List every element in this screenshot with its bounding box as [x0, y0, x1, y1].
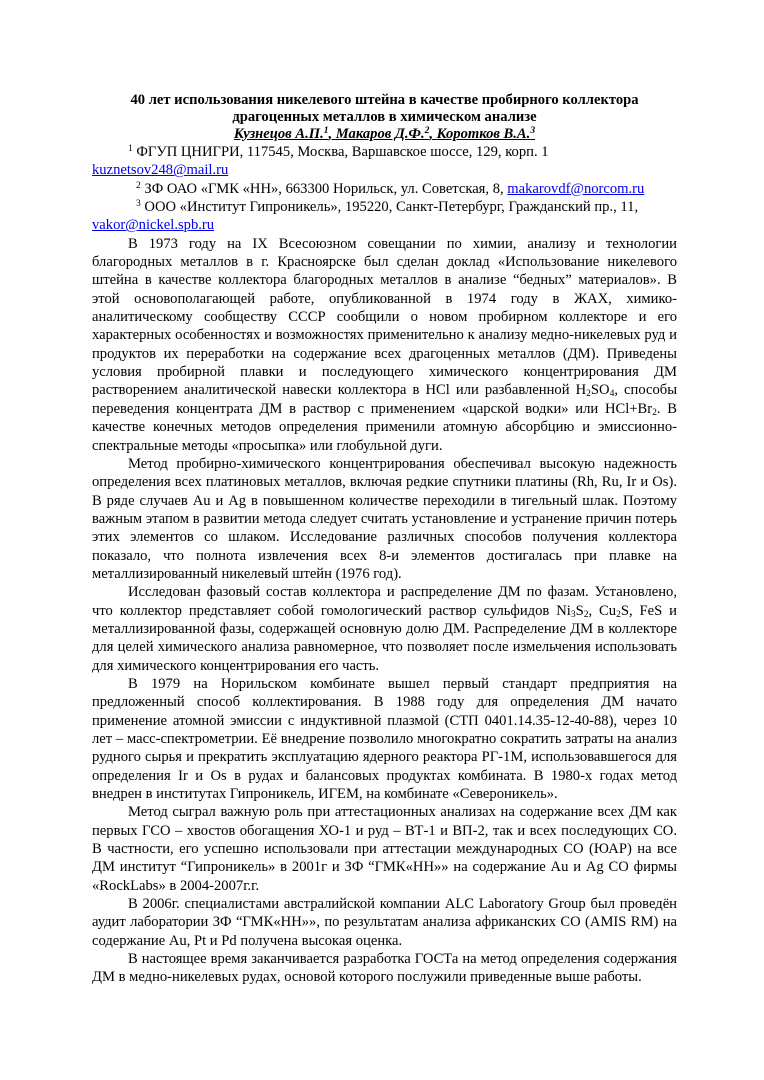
paragraph-1-sub-3: 2	[652, 407, 657, 418]
author-1: Кузнецов А.П.	[233, 126, 324, 142]
paper-title	[92, 92, 677, 126]
document-page	[92, 92, 677, 987]
affiliation-3-number: 3	[136, 199, 141, 210]
author-2-affiliation-mark: 2	[424, 126, 430, 136]
affiliation-1	[92, 143, 677, 180]
author-2: Макаров Д.Ф.	[335, 126, 425, 142]
author-3-affiliation-mark: 3	[530, 126, 536, 136]
paragraph-3-part-b: S	[575, 602, 584, 619]
paragraph-1	[92, 235, 677, 455]
affiliation-2	[92, 180, 677, 198]
paragraph-1-part-a: В 1973 году на IX Всесоюзном совещании по химии, анализу и технологии благородных металлов в г. Красноярске был сделан доклад «Использование никелевого штейна в качестве коллектора благородных металлов в анализе “бедных” материалов». В этой основополагающей работе, опубликованной в 1974 году в ЖАХ, химико-аналитическому сообществу СССР сообщили о новом пробирном коллекторе и его характерных особенностях и возможностях применительно к анализу медно-никелевых руд и продуктов их переработки на содержание всех драгоценных металлов (ДМ). Приведены условия пробирной плавки и последующего химического концентрирования ДМ растворением аналитической навески коллектора в HCl или разбавленной H	[92, 235, 677, 399]
paragraph-1-sub-2: 4	[609, 389, 615, 400]
author-3: Коротков В.А.	[436, 126, 531, 142]
affiliation-1-email-link[interactable]: kuznetsov248@mail.ru	[92, 162, 229, 179]
paragraph-3	[92, 583, 677, 675]
paragraph-1-sub-1: 2	[586, 389, 591, 400]
paragraph-1-part-d: . В качестве конечных методов определения применили атомную абсорбцию и эмиссионно-спектральные методы «просыпка» или глобульной дуги.	[92, 400, 677, 454]
paragraph-6: В 2006г. специалистами австралийской компании ALC Laboratory Group был проведён аудит лаборатории ЗФ “ГМК«НН»», по результатам анализа африканских СО (AMIS RM) на содержание Au, Pt и Pd получена высокая оценка.	[92, 896, 677, 949]
paragraph-3-sub-2: 2	[583, 609, 589, 620]
author-list: Кузнецов А.П.$^1$, Макаров Д.Ф.$^2$, Коротков В.А.$^3$	[233, 126, 536, 142]
affiliation-1-number: 1	[128, 144, 133, 154]
title-line-2: драгоценных металлов в химическом анализе	[232, 109, 537, 125]
affiliation-2-email-link[interactable]: makarovdf@norcom.ru	[507, 180, 645, 197]
title-line-1: 40 лет использования никелевого штейна в качестве пробирного коллектора	[130, 92, 639, 108]
paragraph-3-part-c: , Cu	[588, 602, 617, 619]
paragraph-4: В 1979 на Норильском комбинате вышел первый стандарт предприятия на предложенный способ коллектирования. В 1988 году для определения ДМ начато применение атомной эмиссии с индуктивной плазмой (СТП 0401.14.35-12-40-88), через 10 лет – масс-спектрометрии. Её внедрение позволило многократно сократить затраты на анализ рудного сырья и прекратить эксплуатацию ядерного реактора РГ-1М, использовавшегося для определения Ir и Os в рудах и балансовых продуктах комбината. В 1980-х годах метод внедрен в институтах Гипроникель, ИГЕМ, на комбинате «Североникель».	[92, 675, 677, 803]
paragraph-1-part-b: SO	[590, 382, 610, 399]
affiliation-3-email-link[interactable]: vakor@nickel.spb.ru	[92, 217, 215, 234]
affiliation-3-text: ООО «Институт Гипроникель», 195220, Санкт-Петербург, Гражданский пр., 11,	[144, 199, 639, 216]
paragraph-3-sub-1: 3	[570, 609, 576, 620]
author-1-affiliation-mark: 1	[323, 126, 329, 136]
affiliation-1-text: ФГУП ЦНИГРИ, 117545, Москва, Варшавское шоссе, 129, корп. 1	[136, 144, 549, 160]
paragraph-1-part-c: , способы переведения концентрата ДМ в раствор с применением «царской водки» или HCl+Br	[92, 382, 678, 417]
paragraph-3-part-a: Исследован фазовый состав коллектора и распределение ДМ по фазам. Установлено, что коллектор представляет собой гомологический раствор сульфидов Ni	[92, 584, 677, 619]
paragraph-3-part-d: S, FeS и металлизированной фазы, содержащей основную долю ДМ. Распределение ДМ в коллекторе для целей химического анализа равномерное, что позволяет после измельчения использовать для химического концентрирования его часть.	[92, 602, 677, 674]
affiliation-3	[92, 198, 677, 235]
affiliation-2-number: 2	[136, 180, 141, 191]
paragraph-2: Метод пробирно-химического концентрирования обеспечивал высокую надежность определения всех платиновых металлов, включая редкие спутники платины (Rh, Ru, Ir и Os). В ряде случаев Au и Ag в повышенном количестве переходили в тигельный шлак. Поэтому важным этапом в развитии метода следует считать установление и устранение причин потерь этих элементов со шлаком. Исследование различных способов получения коллектора показало, что полнота извлечения всех 8-и элементов достигалась при плавке на металлизированный никелевый штейн (1976 год).	[92, 455, 677, 582]
paragraph-7: В настоящее время заканчивается разработка ГОСТа на метод определения содержания ДМ в медно-никелевых рудах, основой которого послужили приведенные выше работы.	[92, 951, 677, 986]
paragraph-3-sub-3: 2	[616, 609, 621, 620]
paragraph-5: Метод сыграл важную роль при аттестационных анализах на содержание всех ДМ как первых ГСО – хвостов обогащения ХО-1 и руд – ВТ-1 и ВП-2, так и всех последующих СО. В частности, его успешно использовали при аттестации международных СО (ЮАР) на все ДМ институт “Гипроникель» в 2001г и ЗФ “ГМК«НН»» на содержание Au и Ag СО фирмы «RockLabs» в 2004-2007г.г.	[92, 804, 677, 894]
affiliation-2-text: ЗФ ОАО «ГМК «НН», 663300 Норильск, ул. Советская, 8,	[144, 180, 508, 197]
